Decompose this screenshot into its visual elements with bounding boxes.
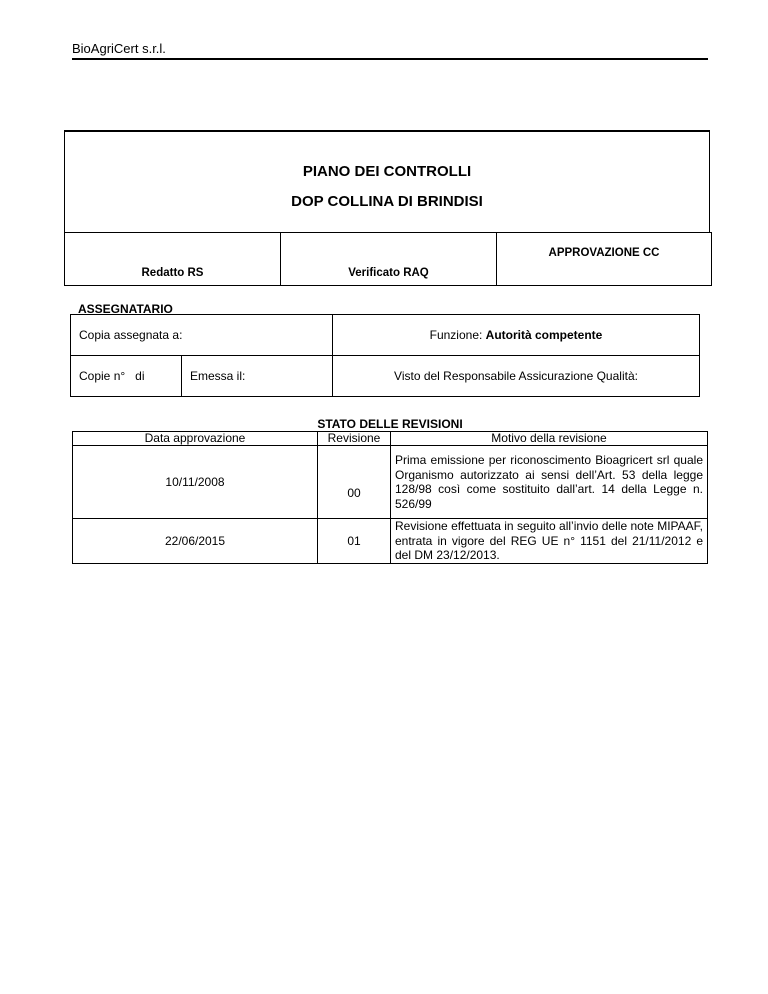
data-cell: 10/11/2008 — [73, 446, 318, 519]
revisions-table — [72, 431, 708, 564]
redatto-cell: Redatto RS — [65, 233, 281, 286]
assegnatario-table — [70, 314, 700, 397]
signature-table — [64, 232, 712, 286]
data-cell: 22/06/2015 — [73, 519, 318, 564]
table-row — [73, 446, 708, 519]
visto-cell: Visto del Responsabile Assicurazione Qualità: — [333, 356, 700, 397]
rev-cell: 00 — [318, 446, 391, 519]
column-header: Motivo della revisione — [391, 432, 708, 446]
verificato-cell: Verificato RAQ — [281, 233, 497, 286]
funzione-label: Funzione: — [429, 328, 486, 342]
funzione-value: Autorità competente — [485, 328, 603, 342]
column-header: Revisione — [318, 432, 391, 446]
title-box — [64, 130, 710, 232]
motivo-cell: Prima emissione per riconoscimento Bioagricert srl quale Organismo autorizzato ai sensi dell’Art. 53 della legge 128/98 così come sostituito dall’art. 14 della Legge n. 526/99 — [391, 446, 708, 519]
copie-cell — [71, 356, 182, 397]
table-row — [73, 519, 708, 564]
rev-cell: 01 — [318, 519, 391, 564]
assegnatario-label: ASSEGNATARIO — [78, 302, 173, 316]
stato-revisioni-title: STATO DELLE REVISIONI — [317, 417, 463, 431]
motivo-cell: Revisione effettuata in seguito all’invio delle note MIPAAF, entrata in vigore del REG UE n° 1151 del 21/11/2012 e del DM 23/12/2013. — [391, 519, 708, 564]
copia-assegnata-cell: Copia assegnata a: — [71, 315, 333, 356]
header-divider — [72, 58, 708, 60]
approvazione-cell: APPROVAZIONE CC — [497, 233, 712, 286]
funzione-cell — [333, 315, 700, 356]
emessa-cell: Emessa il: — [182, 356, 333, 397]
document-subtitle: DOP COLLINA DI BRINDISI — [291, 193, 483, 210]
document-title: PIANO DEI CONTROLLI — [302, 163, 472, 180]
copie-label: Copie n° di — [79, 369, 145, 383]
column-header: Data approvazione — [73, 432, 318, 446]
company-name: BioAgriCert s.r.l. — [72, 41, 166, 56]
